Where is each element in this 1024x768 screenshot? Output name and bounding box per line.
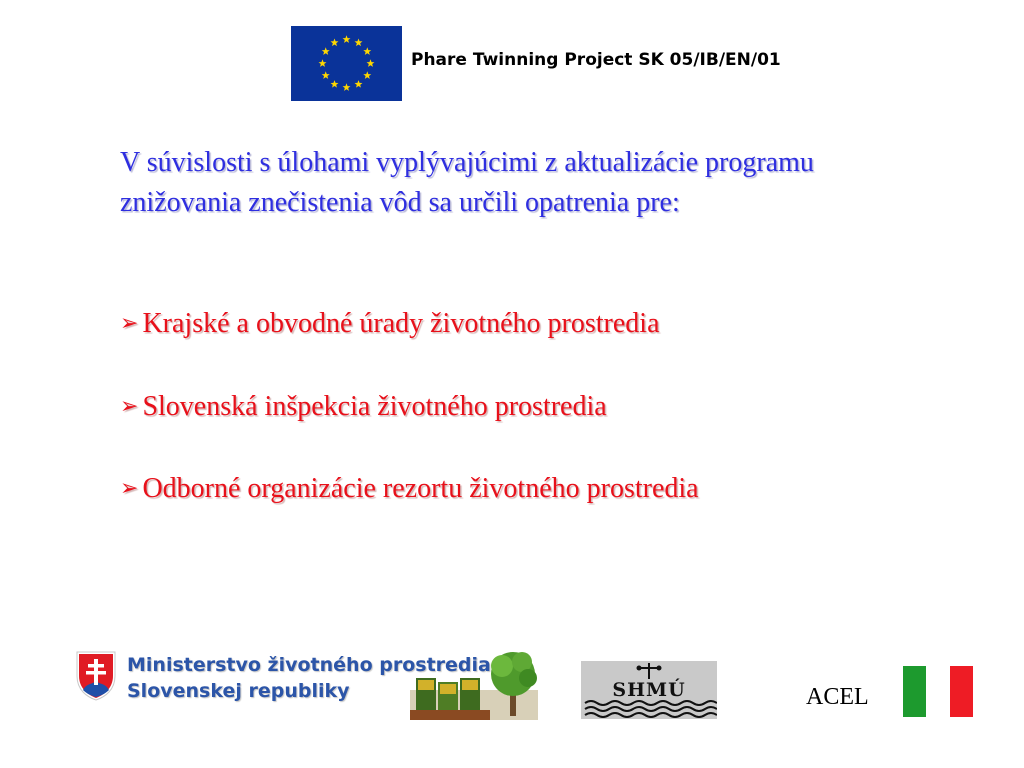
shmu-label: SHMÚ (612, 679, 686, 701)
eu-star-icon (322, 71, 330, 79)
bullet-text: Slovenská inšpekcia životného prostredia (142, 391, 607, 422)
italy-flag-red-stripe (950, 666, 973, 717)
italy-flag-white-stripe (926, 666, 950, 717)
eu-star-icon (355, 80, 363, 88)
arrow-bullet-icon: ➢ (120, 311, 139, 336)
eu-star-icon (322, 47, 330, 55)
ministry-name-line2: Slovenskej republiky (127, 680, 350, 702)
acel-label: ACEL (806, 684, 869, 710)
eu-star-icon (355, 39, 363, 47)
ministry-name-line1: Ministerstvo životného prostredia (127, 654, 491, 676)
italy-flag-icon (903, 666, 973, 717)
eu-star-icon (343, 83, 351, 91)
bullet-item (120, 391, 607, 423)
arrow-bullet-icon: ➢ (120, 476, 139, 501)
ministry-logo (75, 648, 540, 720)
bullet-item (120, 308, 660, 340)
intro-text: V súvislosti s úlohami vyplývajúcimi z aktualizácie programu znižovania znečistenia vôd sa určili opatrenia pre: (120, 147, 814, 218)
eu-star-icon (331, 39, 339, 47)
eu-star-icon (363, 71, 371, 79)
slide-content (120, 143, 840, 504)
italy-flag-green-stripe (903, 666, 926, 717)
bullet-item (120, 473, 699, 505)
eu-star-icon (367, 59, 375, 67)
ministry-tree-graphic-icon (410, 648, 538, 720)
arrow-bullet-icon: ➢ (120, 394, 139, 419)
eu-star-icon (331, 80, 339, 88)
shmu-logo (581, 661, 717, 719)
slovak-coat-of-arms-icon (75, 650, 117, 702)
eu-flag-icon (291, 26, 402, 101)
bullet-text: Krajské a obvodné úrady životného prostredia (142, 308, 660, 339)
project-title: Phare Twinning Project SK 05/IB/EN/01 (411, 50, 781, 70)
bullet-text: Odborné organizácie rezortu životného prostredia (142, 473, 699, 504)
eu-star-icon (343, 35, 351, 43)
eu-star-icon (363, 47, 371, 55)
eu-star-icon (319, 59, 327, 67)
